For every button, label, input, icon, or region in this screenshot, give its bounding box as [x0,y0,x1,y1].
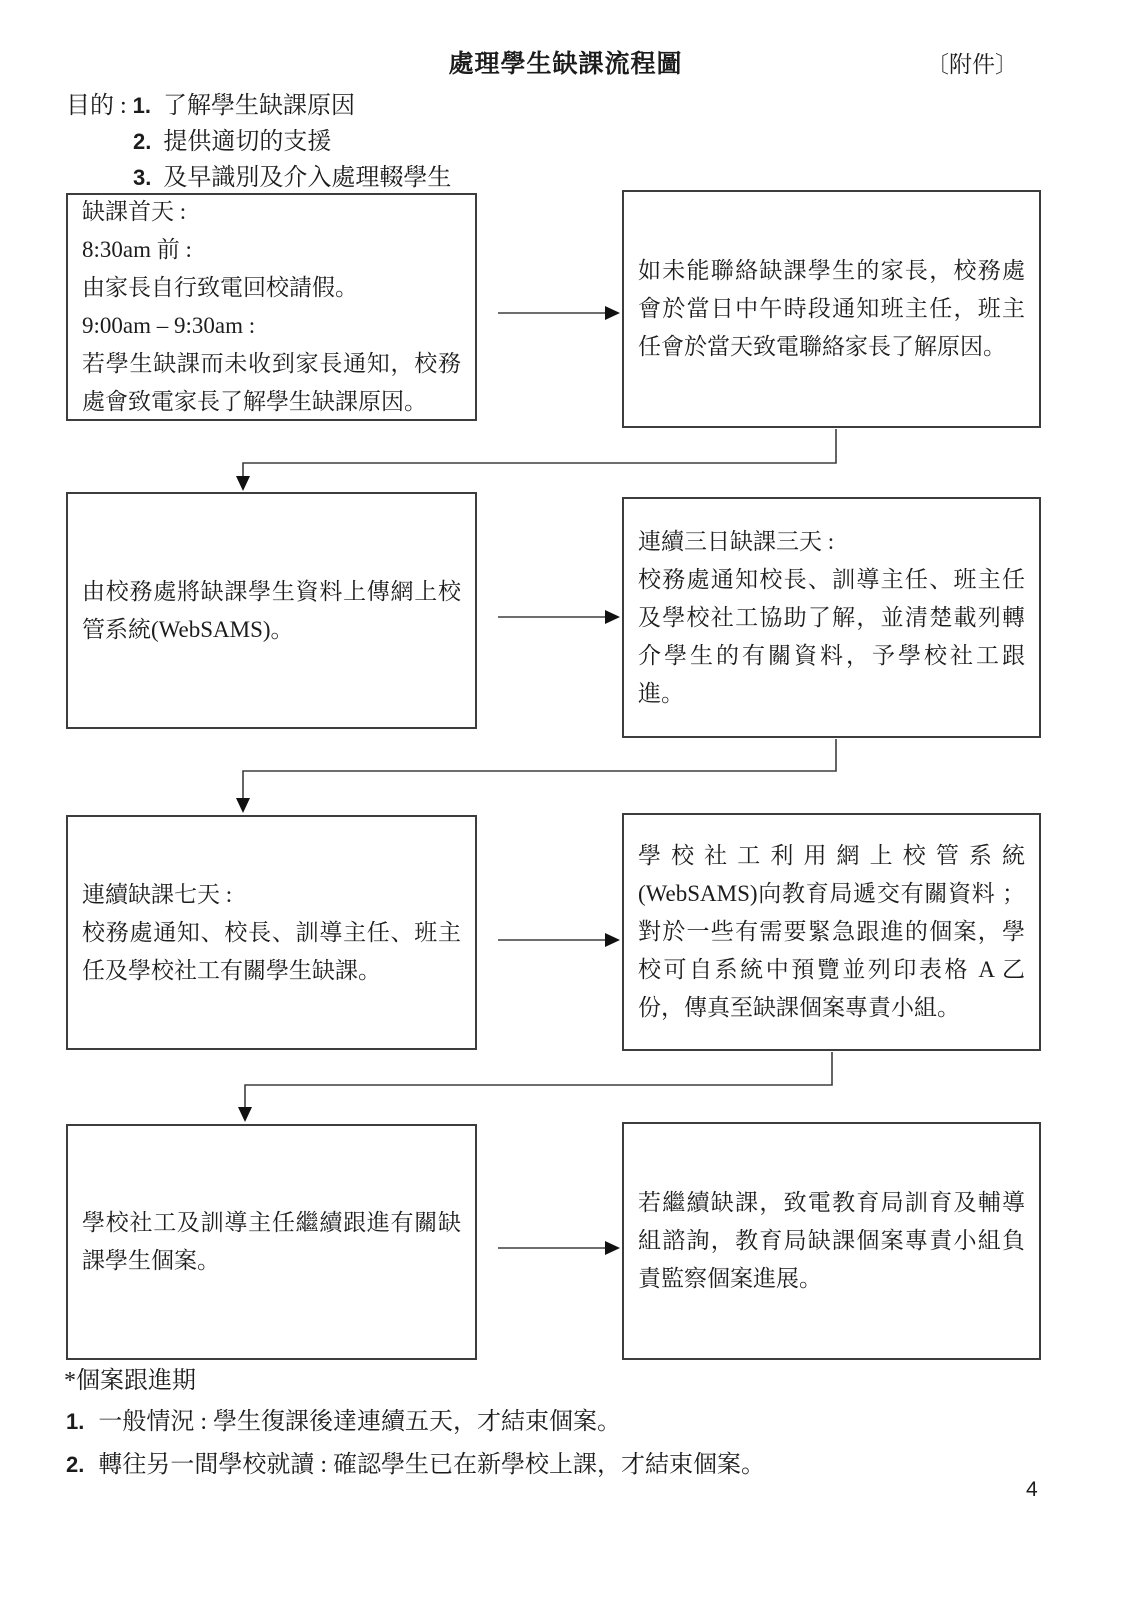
footnote-item-number: 2. [66,1452,85,1477]
flow-box-line: 連續三日缺課三天 : [638,528,835,554]
arrow-row4-horizontal [498,1241,620,1255]
flow-box-line: 9:00am – 9:30am : [82,313,256,338]
flow-box-line: 連續缺課七天 : [82,881,233,907]
flow-box-line: 8:30am 前 : [82,237,192,262]
footnote-item-2 [66,1444,765,1479]
flow-box-first-day-absence [66,193,477,421]
page-number: 4 [1026,1478,1038,1501]
arrow-row1-horizontal [498,306,620,320]
flow-box-line: 若繼續缺課，致電教育局訓育及輔導組諮詢，教育局缺課個案專責小組負責監察個案進展。 [638,1190,1025,1291]
purpose-item-text: 提供適切的支援 [163,129,332,155]
footnote-item-text: 一般情況 : 學生復課後達連續五天，才結束個案。 [98,1409,622,1435]
flow-box-line: 由校務處將缺課學生資料上傳網上校管系統(WebSAMS)。 [82,578,461,642]
page-title: 處理學生缺課流程圖 [448,50,683,78]
footnote-item-number: 1. [66,1409,85,1434]
flow-box-seven-day-absence [66,815,477,1050]
purpose-item-2 [133,121,331,156]
flow-box-line: 學校社工利用網上校管系統(WebSAMS)向教育局遞交有關資料 ；對於一些有需要緊急跟進的個案，學校可自系統中預覽並列印表格 A 乙份，傳真至缺課個案專責小組。 [638,843,1025,1020]
flow-box-line: 校務處通知、校長、訓導主任、班主任及學校社工有關學生缺課。 [82,919,461,983]
footnote-title: *個案跟進期 [64,1368,196,1394]
flow-box-line: 由家長自行致電回校請假。 [82,275,358,300]
connector-row2-to-row3 [236,739,836,813]
flow-box-upload-websams [66,492,477,729]
purpose-item-number: 1. [132,93,152,118]
flow-box-edb-monitoring [622,1122,1041,1360]
flow-box-three-day-absence [622,497,1041,738]
purpose-item-text: 及早識別及介入處理輟學生 [163,165,452,191]
arrow-row2-horizontal [498,610,620,624]
purpose-item-number: 3. [133,165,152,190]
flow-box-unreachable-parents [622,190,1041,428]
attachment-label: 〔附件〕 [926,52,1018,77]
flow-box-line: 如未能聯絡缺課學生的家長，校務處會於當日中午時段通知班主任，班主任會於當天致電聯絡家長了解原因。 [638,258,1025,359]
flow-box-line: 校務處通知校長、訓導主任、班主任及學校社工協助了解，並清楚載列轉介學生的有關資料，予學校社工跟進。 [638,566,1025,706]
purpose-label: 目的 : [66,93,127,119]
flow-box-continue-followup [66,1124,477,1360]
purpose-item-number: 2. [133,129,152,154]
footnote-item-1 [66,1401,621,1436]
connector-row3-to-row4 [238,1052,832,1122]
flow-box-line: 學校社工及訓導主任繼續跟進有關缺課學生個案。 [82,1210,461,1273]
purpose-item-text: 了解學生缺課原因 [163,93,356,119]
footnote-item-text: 轉往另一間學校就讀 : 確認學生已在新學校上課，才結束個案。 [98,1452,766,1478]
arrow-row3-horizontal [498,933,620,947]
connector-row1-to-row2 [236,429,836,491]
flow-box-line: 若學生缺課而未收到家長通知，校務處會致電家長了解學生缺課原因。 [82,351,461,414]
purpose-item-1 [66,85,355,120]
flow-box-line: 缺課首天 : [82,199,187,224]
purpose-item-3 [133,157,451,192]
flow-box-submit-form-a [622,813,1041,1051]
